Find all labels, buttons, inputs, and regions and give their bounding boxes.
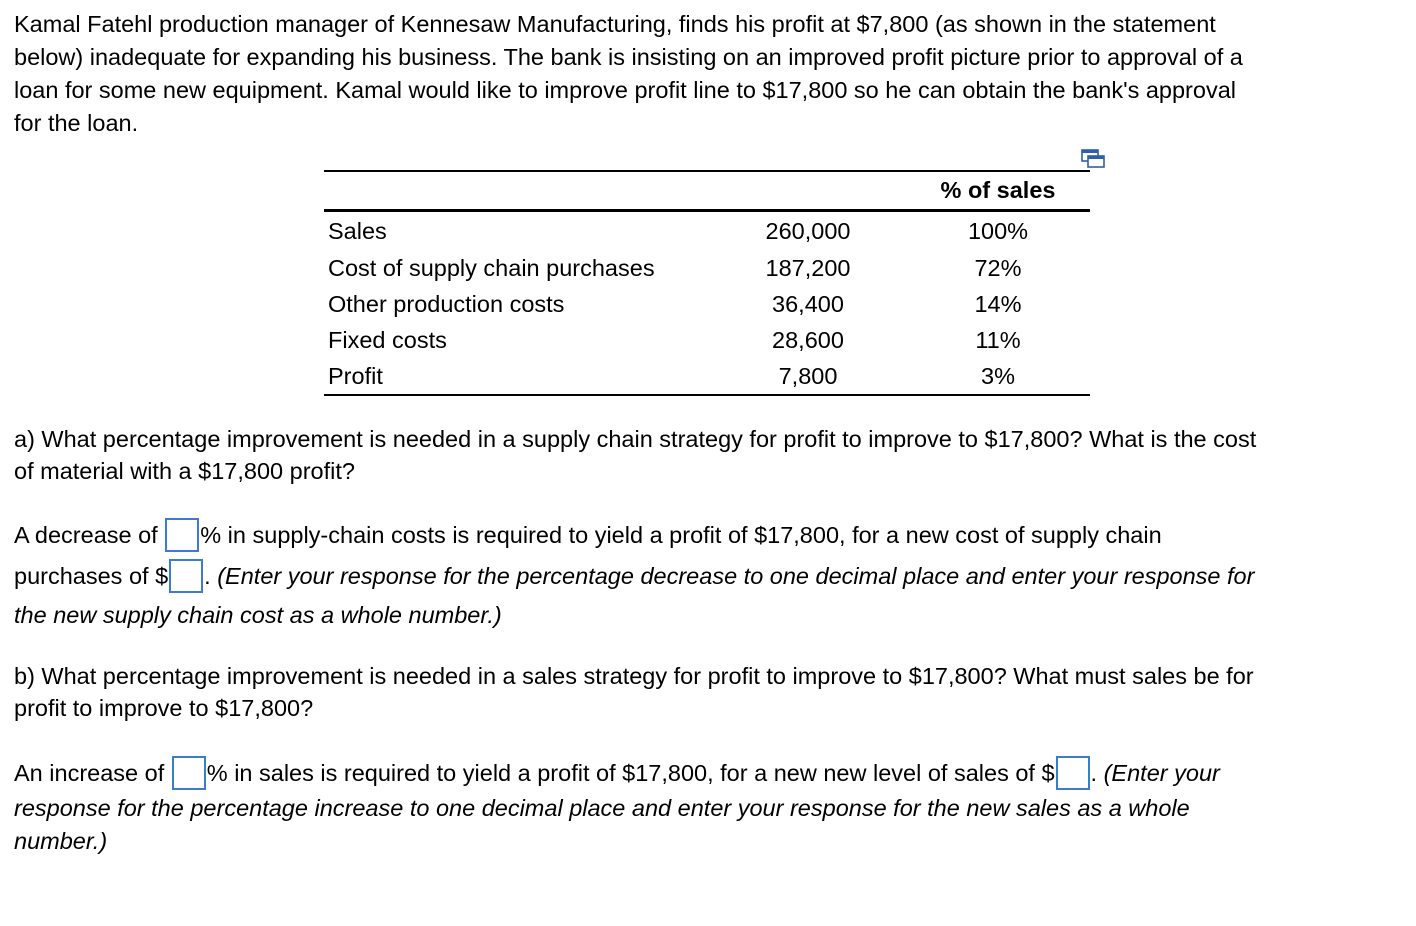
supply-chain-decrease-pct-input[interactable] bbox=[165, 518, 199, 552]
sales-increase-pct-input[interactable] bbox=[172, 756, 206, 790]
answer-b-line bbox=[14, 825, 1406, 858]
intro-line: below) inadequate for expanding his business. The bank is insisting on an improved profit picture prior to approval of a bbox=[14, 44, 1243, 70]
new-supply-chain-cost-input[interactable] bbox=[169, 559, 203, 593]
row-value: 7,800 bbox=[778, 363, 838, 389]
answer-b-line bbox=[14, 791, 1406, 825]
copy-icon[interactable] bbox=[1080, 148, 1106, 168]
row-pct: 11% bbox=[975, 327, 1021, 353]
answer-a-instruction: (Enter your response for the percentage decrease to one decimal place and enter your response for bbox=[217, 563, 1255, 589]
row-value: 36,400 bbox=[772, 291, 844, 317]
table-top-rule bbox=[324, 170, 1090, 172]
question-b-line: profit to improve to $17,800? bbox=[14, 695, 314, 721]
answer-a-text: A decrease of bbox=[14, 522, 158, 548]
row-pct: 100% bbox=[967, 218, 1029, 244]
answer-a-line bbox=[14, 553, 1406, 599]
answer-b-text: % in sales is required to yield a profit of $17,800, for a new new level of sales of $ bbox=[206, 760, 1055, 786]
intro-line: for the loan. bbox=[14, 110, 139, 136]
table-row bbox=[324, 286, 1090, 322]
answer-b-instruction: number.) bbox=[14, 828, 108, 854]
answer-b-text: An increase of bbox=[14, 760, 165, 786]
row-label: Sales bbox=[328, 218, 387, 244]
problem-intro bbox=[14, 8, 1406, 140]
intro-line: loan for some new equipment. Kamal would like to improve profit line to $17,800 so he can obtain the bank's approval bbox=[14, 77, 1236, 103]
row-label: Cost of supply chain purchases bbox=[328, 255, 655, 281]
answer-b bbox=[14, 755, 1406, 858]
row-value: 28,600 bbox=[772, 327, 844, 353]
row-pct: 3% bbox=[981, 363, 1015, 389]
row-label: Other production costs bbox=[328, 291, 565, 317]
table-row bbox=[324, 322, 1090, 358]
row-label: Fixed costs bbox=[328, 327, 447, 353]
answer-b-instruction: (Enter your bbox=[1103, 760, 1220, 786]
income-statement-table bbox=[324, 150, 1090, 400]
answer-b-text: . bbox=[1090, 760, 1098, 786]
question-a bbox=[14, 423, 1406, 487]
answer-a-line bbox=[14, 517, 1406, 553]
table-bottom-rule bbox=[324, 394, 1090, 396]
answer-b-line bbox=[14, 755, 1406, 791]
question-a-line: of material with a $17,800 profit? bbox=[14, 458, 355, 484]
answer-a bbox=[14, 517, 1406, 631]
row-value: 187,200 bbox=[765, 255, 851, 281]
answer-a-text: % in supply-chain costs is required to yield a profit of $17,800, for a new cost of supply chain bbox=[200, 522, 1162, 548]
row-label: Profit bbox=[328, 363, 383, 389]
intro-line: Kamal Fatehl production manager of Kennesaw Manufacturing, finds his profit at $7,800 (as shown in the statement bbox=[14, 11, 1216, 37]
new-sales-input[interactable] bbox=[1056, 756, 1090, 790]
answer-a-instruction: the new supply chain cost as a whole number.) bbox=[14, 602, 502, 628]
question-b-line: b) What percentage improvement is needed in a sales strategy for profit to improve to $17,800? What must sales be for bbox=[14, 663, 1254, 689]
answer-a-line bbox=[14, 599, 1406, 631]
table-row bbox=[324, 250, 1090, 286]
row-pct: 72% bbox=[974, 255, 1022, 281]
answer-b-instruction: response for the percentage increase to one decimal place and enter your response for the new sales as a whole bbox=[14, 795, 1190, 821]
table-row bbox=[324, 213, 1090, 249]
row-pct: 14% bbox=[974, 291, 1022, 317]
pct-of-sales-header: % of sales bbox=[940, 177, 1056, 203]
question-b bbox=[14, 660, 1406, 724]
question-a-line: a) What percentage improvement is needed in a supply chain strategy for profit to improve to $17,800? What is the cost bbox=[14, 426, 1257, 452]
answer-a-text: . bbox=[204, 563, 211, 589]
row-value: 260,000 bbox=[765, 218, 851, 244]
table-header-rule bbox=[324, 209, 1090, 212]
table-row bbox=[324, 358, 1090, 394]
answer-a-text: purchases of $ bbox=[14, 563, 169, 589]
